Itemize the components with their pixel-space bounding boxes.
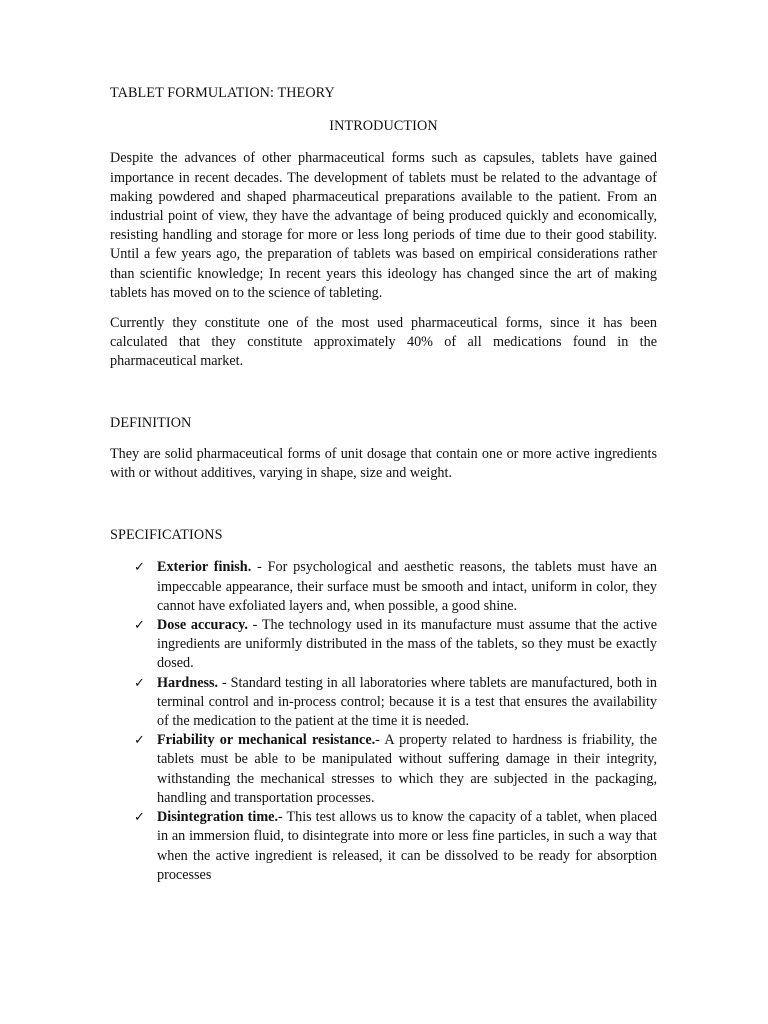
check-icon: ✓ — [134, 810, 145, 826]
specification-term: Hardness. — [157, 674, 219, 691]
specifications-list — [110, 558, 657, 884]
specification-item-exterior-finish — [110, 558, 657, 616]
specification-description: - Standard testing in all laboratories where tablets are manufactured, both in terminal control and in-process control; because it is a test that ensures the availability of the medication to the patient at the time it is needed. — [157, 674, 657, 730]
check-icon: ✓ — [134, 618, 145, 634]
specification-term: Disintegration time. — [157, 809, 279, 826]
check-icon: ✓ — [134, 733, 145, 749]
specification-description: - For psychological and aesthetic reasons, the tablets must have an impeccable appearance, their surface must be smooth and intact, uniform in color, they cannot have exfoliated layers and, when possible, a good shine. — [157, 559, 657, 614]
specification-description: - This test allows us to know the capacity of a tablet, when placed in an immersion fluid, to disintegrate into more or less fine particles, in such a way that when the active ingredient is released, it can be dissolved to be ready for absorption processes — [157, 809, 657, 883]
specification-item-dose-accuracy — [110, 616, 657, 674]
specification-item-hardness — [110, 674, 657, 732]
check-icon: ✓ — [134, 675, 145, 691]
specification-item-friability — [110, 731, 657, 808]
specifications-heading: SPECIFICATIONS — [110, 527, 223, 544]
document-title: TABLET FORMULATION: THEORY — [110, 85, 335, 101]
specification-description: - The technology used in its manufacture must assume that the active ingredients are uniformly distributed in the mass of the tablets, so they must be exactly dosed. — [157, 617, 658, 672]
specification-term: Friability or mechanical resistance. — [157, 732, 376, 749]
specification-item-disintegration-time — [110, 808, 657, 885]
definition-paragraph: They are solid pharmaceutical forms of unit dosage that contain one or more active ingredients with or without additives, varying in shape, size and weight. — [110, 445, 657, 482]
specification-term: Dose accuracy. — [157, 617, 248, 634]
specification-description: - A property related to hardness is friability, the tablets must be able to be manipulated without suffering damage in their integrity, withstanding the mechanical stresses to which they are subjected in the packaging, handling and transportation processes. — [157, 732, 657, 806]
introduction-paragraph-2: Currently they constitute one of the most used pharmaceutical forms, since it has been calculated that they constitute approximately 40% of all medications found in the pharmaceutical market. — [110, 315, 657, 370]
introduction-heading: INTRODUCTION — [329, 118, 438, 135]
specification-term: Exterior finish. — [157, 559, 252, 576]
definition-heading: DEFINITION — [110, 414, 192, 431]
check-icon: ✓ — [134, 560, 145, 576]
introduction-paragraph-1: Despite the advances of other pharmaceutical forms such as capsules, tablets have gained importance in recent decades. The development of tablets must be related to the advantage of making powdered and shaped pharmaceutical preparations available to the patient. From an industrial point of view, they have the advantage of being produced quickly and economically, resisting handling and storage for more or less long periods of time due to their good stability. Until a few years ago, the preparation of tablets was based on empirical considerations rather than scientific knowledge; In recent years this ideology has changed since the art of making tablets has moved on to the science of tableting. — [110, 150, 657, 301]
document-content — [110, 84, 657, 885]
